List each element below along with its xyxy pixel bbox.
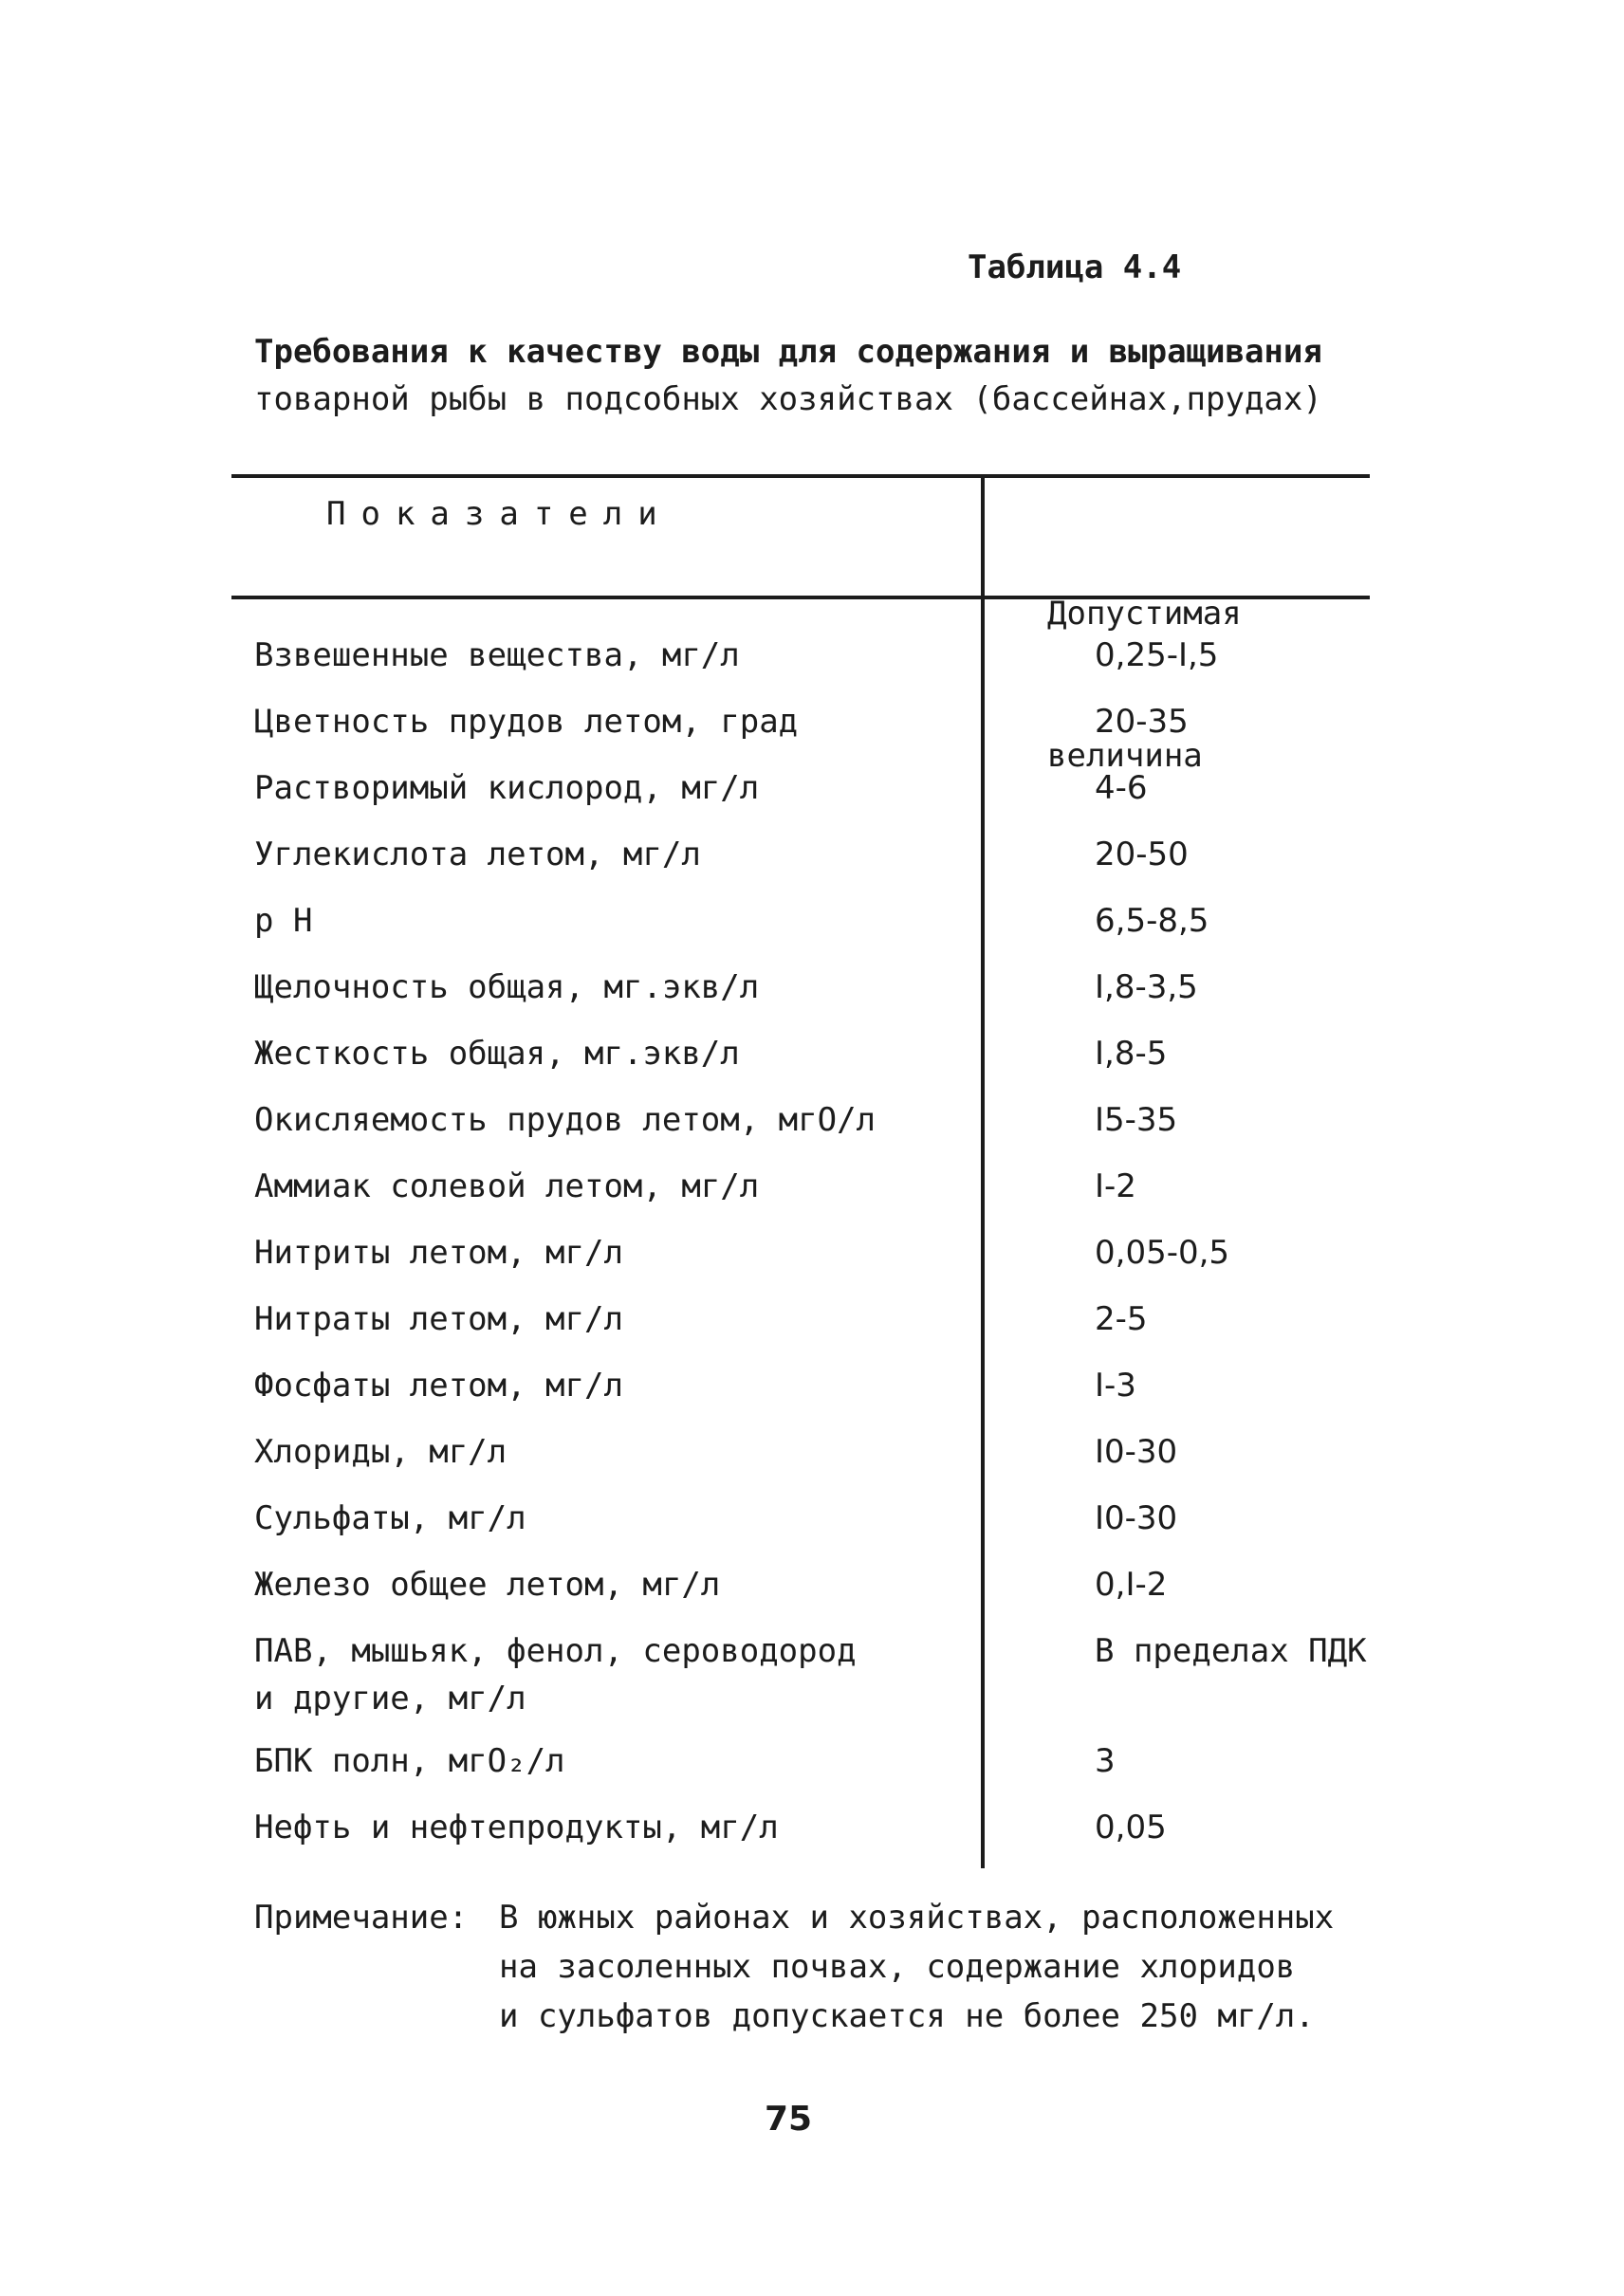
row-indicator: Железо общее летом, мг/л	[254, 1566, 721, 1604]
caption-line-1: Требования к качеству воды для содержания и выращивания	[254, 333, 1322, 371]
row-indicator: БПК полн, мгO₂/л	[254, 1742, 565, 1780]
row-indicator: Взвешенные вещества, мг/л	[254, 636, 740, 674]
row-value: 20-35	[1095, 703, 1189, 741]
row-indicator: Нитраты летом, мг/л	[254, 1300, 623, 1338]
table-row	[254, 698, 1370, 764]
table-number-label: Таблица 4.4	[968, 248, 1182, 286]
row-indicator: Сульфаты, мг/л	[254, 1499, 526, 1537]
table-row	[254, 1229, 1370, 1295]
row-indicator: Фосфаты летом, мг/л	[254, 1367, 623, 1405]
table-row	[254, 1627, 1370, 1737]
table-row	[254, 897, 1370, 964]
table-top-rule	[231, 474, 1370, 478]
row-indicator: Растворимый кислород, мг/л	[254, 769, 760, 807]
table-row	[254, 632, 1370, 698]
row-value: 0,25-I,5	[1095, 636, 1219, 674]
row-value: 0,05	[1095, 1809, 1167, 1846]
footnote-line-3: и сульфатов допускается не более 250 мг/л.	[499, 1997, 1315, 2035]
table-row	[254, 1428, 1370, 1495]
row-indicator: Аммиак солевой летом, мг/л	[254, 1167, 760, 1205]
row-indicator: Хлориды, мг/л	[254, 1433, 508, 1471]
row-value: 2-5	[1095, 1300, 1148, 1338]
table-body	[254, 632, 1370, 1870]
row-value: 0,I-2	[1095, 1566, 1168, 1604]
caption-line-2: товарной рыбы в подсобных хозяйствах (бассейнах,прудах)	[254, 380, 1322, 418]
row-indicator: Углекислота летом, мг/л	[254, 836, 701, 873]
footnote-line-1: В южных районах и хозяйствах, расположенных	[499, 1899, 1335, 1937]
row-indicator: Жесткость общая, мг.экв/л	[254, 1035, 740, 1073]
row-indicator: Окисляемость прудов летом, мгО/л	[254, 1101, 877, 1139]
table-row	[254, 1561, 1370, 1627]
row-value: I-2	[1095, 1167, 1136, 1205]
table-row	[254, 964, 1370, 1030]
footnote-text	[499, 1893, 1391, 2041]
table-row	[254, 1030, 1370, 1096]
row-indicator: Цветность прудов летом, град	[254, 703, 799, 741]
row-value: I-3	[1095, 1367, 1136, 1405]
table-row	[254, 1737, 1370, 1804]
header-allowed-value-line-1: Допустимая	[1047, 595, 1242, 633]
row-value: I0-30	[1095, 1433, 1178, 1471]
table-row	[254, 1804, 1370, 1870]
table-row	[254, 831, 1370, 897]
row-indicator: Щелочность общая, мг.экв/л	[254, 968, 760, 1006]
row-indicator: р Н	[254, 902, 313, 940]
row-value: I,8-5	[1095, 1035, 1168, 1073]
row-value: 4-6	[1095, 769, 1148, 807]
table-caption	[254, 328, 1393, 423]
row-value: 6,5-8,5	[1095, 902, 1209, 940]
row-value: 0,05-0,5	[1095, 1234, 1230, 1272]
water-quality-table	[231, 474, 1370, 1878]
row-value: 20-50	[1095, 836, 1189, 873]
table-row	[254, 1295, 1370, 1362]
page-number: 75	[765, 2100, 813, 2139]
header-allowed-value-line-2: величина	[1047, 737, 1203, 775]
row-indicator: ПАВ, мышьяк, фенол, сероводород и другие, мг/л	[254, 1632, 857, 1717]
table-row	[254, 1163, 1370, 1229]
row-indicator: Нитриты летом, мг/л	[254, 1234, 623, 1272]
header-indicators: Показатели	[326, 495, 673, 533]
row-indicator: Нефть и нефтепродукты, мг/л	[254, 1809, 779, 1846]
table-row	[254, 1362, 1370, 1428]
table-row	[254, 764, 1370, 831]
table-row	[254, 1096, 1370, 1163]
footnote-line-2: на засоленных почвах, содержание хлоридов	[499, 1948, 1296, 1986]
row-value: I5-35	[1095, 1101, 1178, 1139]
row-value: 3	[1095, 1742, 1116, 1780]
row-value: I0-30	[1095, 1499, 1178, 1537]
footnote-label: Примечание:	[254, 1899, 469, 1937]
table-row	[254, 1495, 1370, 1561]
row-value: I,8-3,5	[1095, 968, 1198, 1006]
row-value: В пределах ПДК	[1095, 1632, 1367, 1670]
